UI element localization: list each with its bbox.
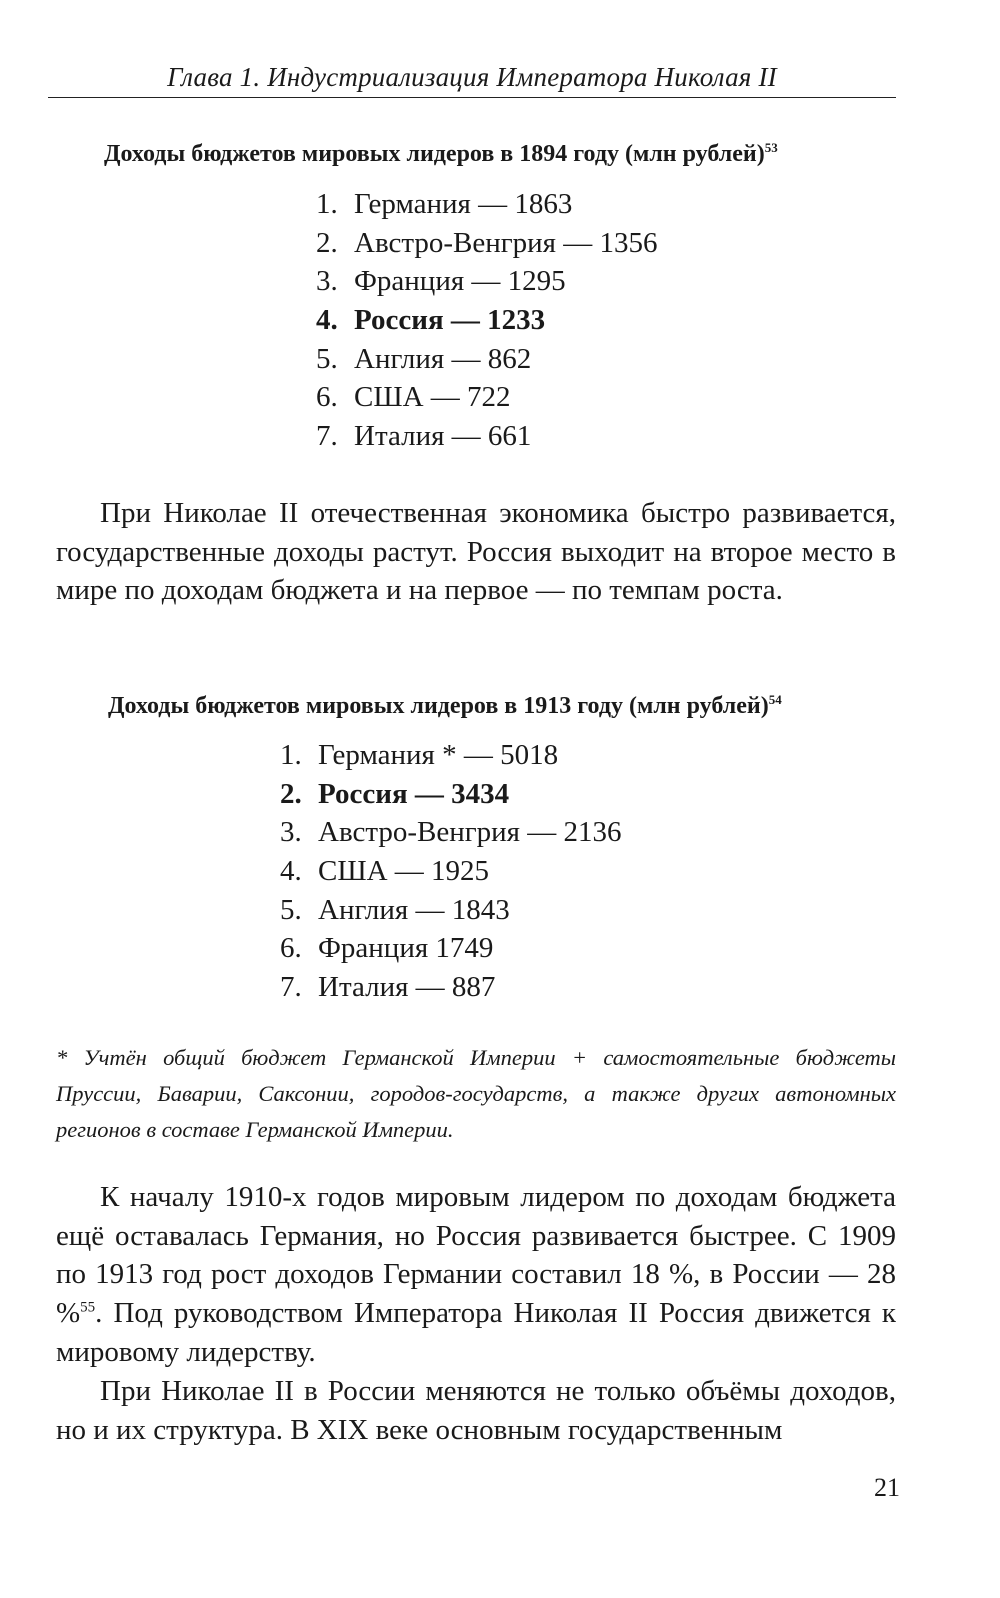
item-number: 4. — [280, 855, 302, 888]
table-1-list — [316, 185, 658, 456]
running-head: Глава 1. Индустриализация Императора Николая II — [167, 62, 777, 92]
footnote: * Учтён общий бюджет Германской Империи + самостоятельные бюджеты Пруссии, Баварии, Саксонии, городов-государств, а также других автономных регионов в составе Германской Империи. — [56, 1045, 896, 1142]
table-2-footnote-ref: 54 — [768, 692, 782, 707]
item-number: 4. — [316, 304, 338, 337]
paragraph-1: При Николае II отечественная экономика быстро развивается, государственные доходы растут. Россия выходит на второе место в мире по доходам бюджета и на первое — по темпам роста. — [56, 497, 896, 607]
list-item — [280, 736, 622, 775]
item-text: Англия — 1843 — [318, 893, 510, 926]
list-item — [280, 813, 622, 852]
item-text: Германия * — 5018 — [318, 739, 559, 771]
list-item — [280, 968, 622, 1007]
table-2-caption — [108, 692, 782, 720]
paragraph-3: При Николае II в России меняются не только объёмы доходов, но и их структура. В XIX веке основным государственным — [56, 1375, 896, 1446]
list-item-highlighted — [280, 775, 622, 814]
list-item — [280, 852, 622, 891]
list-item — [280, 929, 622, 968]
table-1-caption — [104, 140, 778, 168]
item-number: 7. — [316, 420, 338, 453]
item-number: 5. — [280, 893, 302, 926]
list-item — [316, 417, 658, 456]
item-text: Италия — 661 — [354, 420, 532, 453]
paragraph-2-text: К началу 1910-х годов мировым лидером по доходам бюджета ещё оставалась Германия, но Россия развивается быстрее. С 1909 по 1913 год рост доходов Германии составил 18 %, в России — 28 % — [56, 1181, 896, 1330]
item-text: Австро-Венгрия — 2136 — [318, 816, 622, 849]
paragraph-2 — [56, 1178, 896, 1372]
item-number: 1. — [316, 188, 338, 220]
list-item — [316, 224, 658, 263]
table-2-caption-text: Доходы бюджетов мировых лидеров в 1913 году (млн рублей) — [108, 693, 769, 719]
paragraph-2-footnote-ref: 55 — [80, 1299, 96, 1316]
item-text: Россия — 1233 — [354, 304, 546, 337]
list-item — [280, 891, 622, 930]
item-text: США — 1925 — [318, 855, 490, 888]
list-item — [316, 378, 658, 417]
table-2-list — [280, 736, 622, 1007]
list-item — [316, 262, 658, 301]
item-number: 6. — [280, 932, 302, 965]
item-text: Австро-Венгрия — 1356 — [354, 226, 658, 259]
list-item-highlighted — [316, 301, 658, 340]
item-text: Италия — 887 — [318, 971, 496, 1004]
item-number: 7. — [280, 971, 302, 1004]
item-number: 2. — [280, 777, 302, 810]
item-text: Франция 1749 — [318, 932, 494, 965]
item-text: Англия — 862 — [354, 342, 532, 375]
table-1-footnote-ref: 53 — [764, 140, 778, 155]
list-item — [316, 185, 658, 224]
list-item — [316, 340, 658, 379]
page-number: 21 — [874, 1473, 900, 1502]
item-text: Германия — 1863 — [354, 188, 573, 220]
header-rule — [48, 97, 896, 98]
item-number: 5. — [316, 342, 338, 375]
item-number: 1. — [280, 739, 302, 771]
item-text: Россия — 3434 — [318, 777, 510, 810]
paragraph-2-text-end: . Под руководством Императора Николая II Россия движется к мировому лидерству. — [56, 1297, 896, 1368]
item-number: 6. — [316, 381, 338, 414]
item-number: 2. — [316, 226, 338, 259]
item-text: Франция — 1295 — [354, 265, 566, 298]
item-number: 3. — [280, 816, 302, 849]
table-1-caption-text: Доходы бюджетов мировых лидеров в 1894 году (млн рублей) — [104, 141, 765, 167]
item-text: США — 722 — [354, 381, 511, 414]
item-number: 3. — [316, 265, 338, 298]
